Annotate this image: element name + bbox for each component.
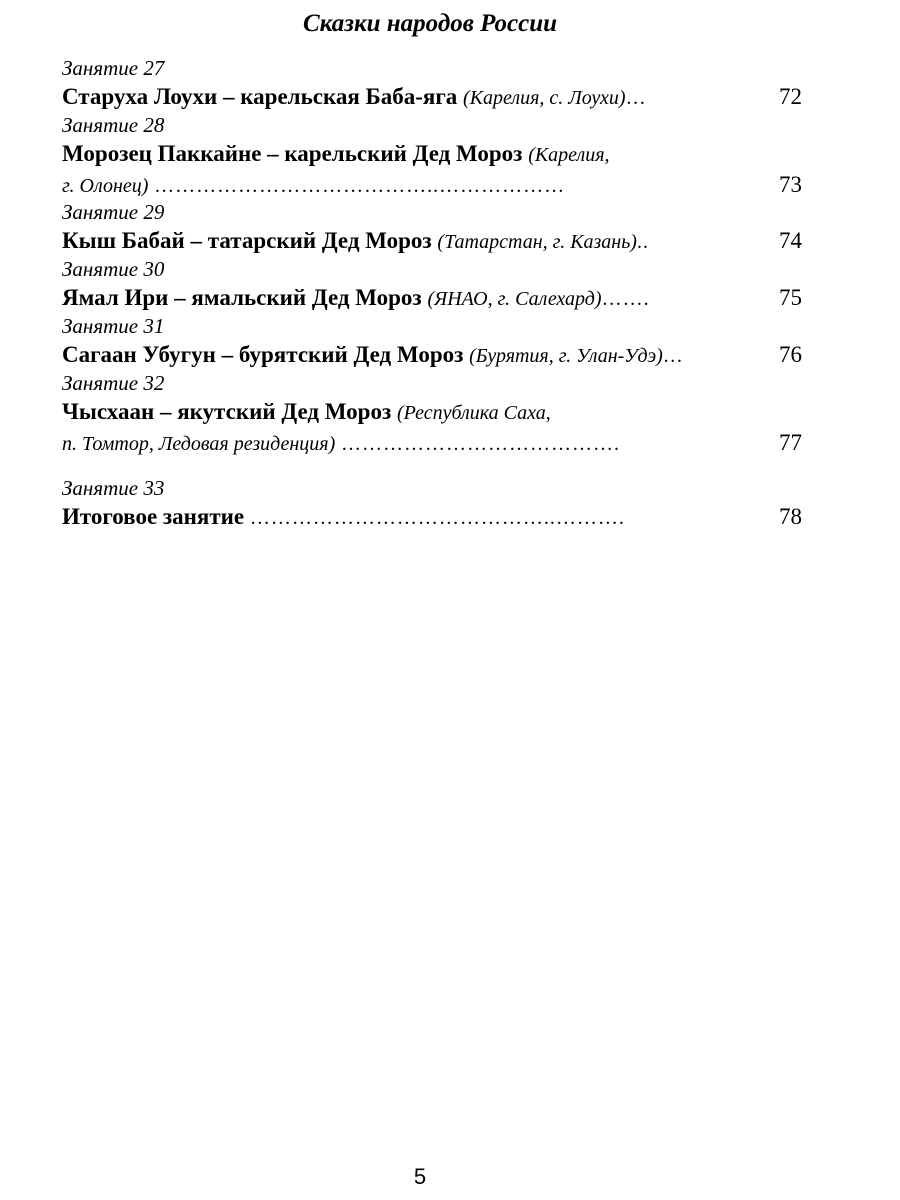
entry-location: (Татарстан, г. Казань) xyxy=(437,231,637,253)
entry-title: Старуха Лоухи – карельская Баба-яга xyxy=(62,84,458,109)
entry-location: п. Томтор, Ледовая резиденция) xyxy=(62,433,336,455)
lesson-label: Занятие 31 xyxy=(62,314,165,338)
toc-entry xyxy=(62,314,802,371)
lesson-label: Занятие 29 xyxy=(62,200,165,224)
entry-page-number: 74 xyxy=(779,228,802,253)
toc-entry xyxy=(62,200,802,257)
dot-leader: ……. xyxy=(601,288,650,310)
toc-line xyxy=(62,395,802,428)
toc-line xyxy=(62,80,802,113)
toc-line xyxy=(62,224,802,257)
entry-title: Чысхаан – якутский Дед Мороз xyxy=(62,399,392,424)
toc-line xyxy=(62,428,802,458)
entry-page-number: 78 xyxy=(779,504,802,529)
entry-page-number: 77 xyxy=(779,430,802,455)
dot-leader: .. xyxy=(636,231,649,253)
entry-title: Ямал Ири – ямальский Дед Мороз xyxy=(62,285,422,310)
toc-entry xyxy=(62,56,802,113)
dot-leader: ……………………………………..………. xyxy=(249,507,625,529)
lesson-label: Занятие 32 xyxy=(62,371,165,395)
toc-entry xyxy=(62,371,802,458)
dot-leader: …………………………………..……………… xyxy=(154,175,566,197)
toc-line xyxy=(62,338,802,371)
page-number: 5 xyxy=(413,1164,427,1189)
toc-line xyxy=(62,281,802,314)
entry-location: (Карелия, xyxy=(528,144,610,166)
lesson-label: Занятие 33 xyxy=(62,476,165,500)
toc-line xyxy=(62,137,802,170)
table-of-contents xyxy=(62,56,802,533)
entry-title: Кыш Бабай – татарский Дед Мороз xyxy=(62,228,432,253)
entry-page-number: 76 xyxy=(779,342,802,367)
entry-location: г. Олонец) xyxy=(62,175,149,197)
dot-leader: … xyxy=(625,87,647,109)
toc-entry xyxy=(62,113,802,200)
entry-page-number: 73 xyxy=(779,172,802,197)
entry-title: Итоговое занятие xyxy=(62,504,245,529)
entry-location: (Республика Саха, xyxy=(396,402,551,424)
dot-leader: … xyxy=(662,345,684,367)
toc-entry xyxy=(62,257,802,314)
running-header: Сказки народов России xyxy=(302,10,558,37)
dot-leader: …………………………………. xyxy=(341,433,621,455)
toc-line xyxy=(62,500,802,533)
entry-page-number: 72 xyxy=(779,84,802,109)
entry-title: Сагаан Убугун – бурятский Дед Мороз xyxy=(62,342,464,367)
lesson-label: Занятие 30 xyxy=(62,257,165,281)
entry-title: Морозец Паккайне – карельский Дед Мороз xyxy=(62,141,523,166)
entry-location: (Бурятия, г. Улан-Удэ) xyxy=(469,345,663,367)
entry-location: (ЯНАО, г. Салехард) xyxy=(427,288,602,310)
lesson-label: Занятие 27 xyxy=(62,56,165,80)
lesson-label: Занятие 28 xyxy=(62,113,165,137)
toc-line xyxy=(62,170,802,200)
toc-entry xyxy=(62,476,802,533)
entry-page-number: 75 xyxy=(779,285,802,310)
entry-location: (Карелия, с. Лоухи) xyxy=(463,87,626,109)
